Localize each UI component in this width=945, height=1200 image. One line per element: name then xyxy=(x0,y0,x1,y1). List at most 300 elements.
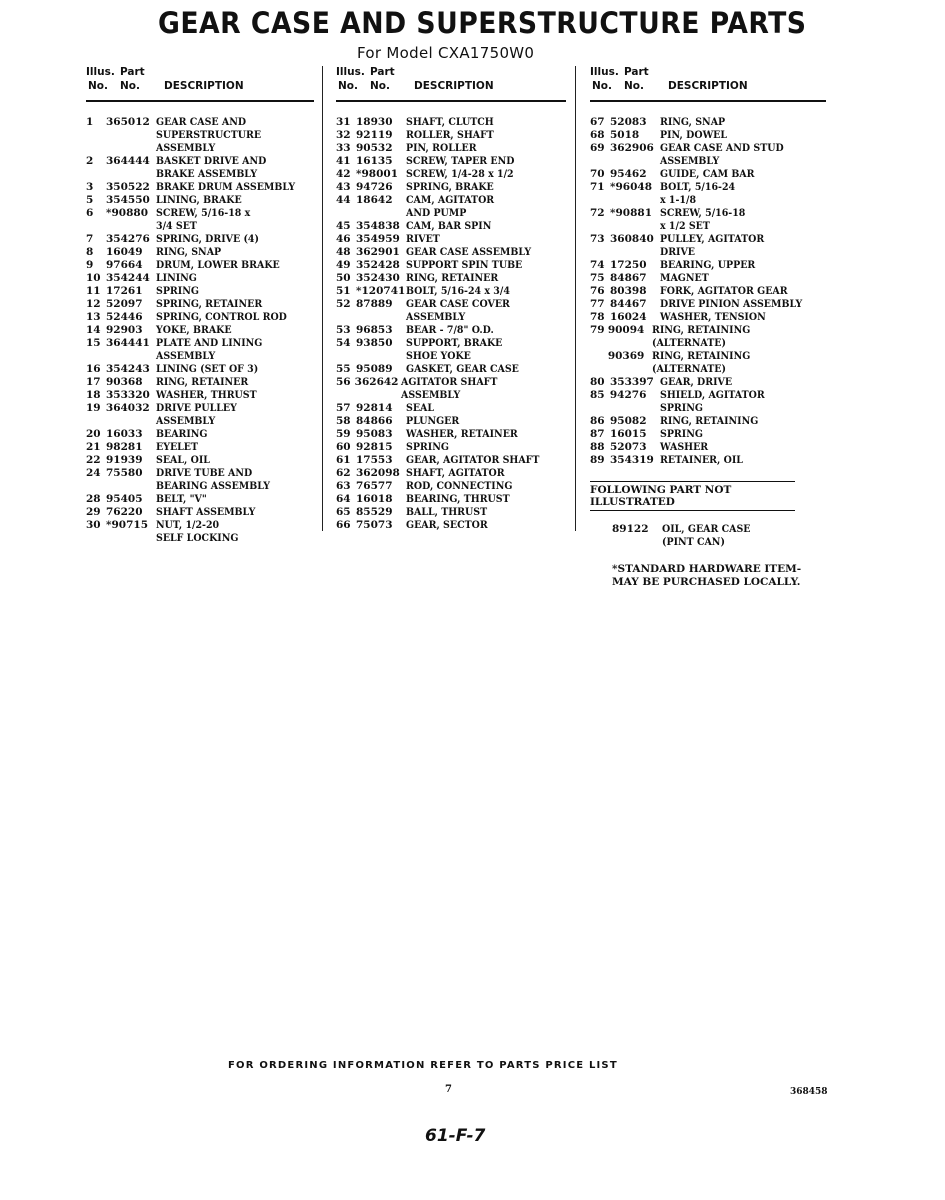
part-number: 98281 xyxy=(106,441,143,453)
part-row xyxy=(86,181,314,194)
part-number: 16018 xyxy=(356,493,393,505)
part-row xyxy=(590,259,826,272)
illus-number: 46 xyxy=(336,233,351,245)
part-row xyxy=(336,233,566,246)
illus-number: 13 xyxy=(86,311,101,323)
part-number: 94726 xyxy=(356,181,393,193)
illus-number: 10 xyxy=(86,272,101,284)
illus-number: 24 xyxy=(86,467,101,479)
illus-number: 5 xyxy=(86,194,94,206)
part-description: BALL, THRUST xyxy=(406,506,488,518)
illus-number: 89 xyxy=(590,454,605,466)
part-no-label: No. xyxy=(120,80,140,92)
ordering-info: FOR ORDERING INFORMATION REFER TO PARTS PRICE LIST xyxy=(228,1060,618,1071)
part-number: 354244 xyxy=(106,272,150,284)
illus-number: 67 xyxy=(590,116,605,128)
hardware-note: *STANDARD HARDWARE ITEM- MAY BE PURCHASED LOCALLY. xyxy=(612,563,802,588)
part-description: CAM, BAR SPIN xyxy=(406,220,492,232)
part-number: 76220 xyxy=(106,506,143,518)
illus-number: 86 xyxy=(590,415,605,427)
illus-number: 17 xyxy=(86,376,101,388)
part-row xyxy=(336,272,566,285)
part-description: RING, RETAINING (ALTERNATE) xyxy=(652,324,751,349)
illus-number: 58 xyxy=(336,415,351,427)
illus-number: 41 xyxy=(336,155,351,167)
part-number: 89122 xyxy=(612,523,649,535)
part-description: SHAFT ASSEMBLY xyxy=(156,506,256,518)
illus-number: 51 xyxy=(336,285,351,297)
part-number: 91939 xyxy=(106,454,143,466)
part-row xyxy=(336,454,566,467)
part-description: RING, SNAP xyxy=(660,116,726,128)
illus-number: 6 xyxy=(86,207,94,219)
part-row xyxy=(336,142,566,155)
part-row xyxy=(336,337,566,363)
part-row xyxy=(336,441,566,454)
part-number: 92119 xyxy=(356,129,393,141)
part-number: 362642 xyxy=(354,376,399,388)
illus-number: 50 xyxy=(336,272,351,284)
illus-number: 43 xyxy=(336,181,351,193)
part-row xyxy=(590,207,826,233)
part-number: 52097 xyxy=(106,298,143,310)
illus-number: 14 xyxy=(86,324,101,336)
column-divider xyxy=(575,66,576,531)
part-row xyxy=(336,155,566,168)
part-number: 364441 xyxy=(106,337,150,349)
part-number: 16015 xyxy=(610,428,647,440)
illus-number: 80 xyxy=(590,376,605,388)
part-description: SPRING xyxy=(156,285,199,297)
page-number: 7 xyxy=(445,1084,452,1095)
part-description: LINING (SET OF 3) xyxy=(156,363,259,375)
illus-number: 71 xyxy=(590,181,605,193)
part-row xyxy=(590,129,826,142)
part-number: 92903 xyxy=(106,324,143,336)
part-description: SCREW, 1/4-28 x 1/2 xyxy=(406,168,514,180)
illus-number: 28 xyxy=(86,493,101,505)
part-row xyxy=(590,233,826,259)
part-row xyxy=(590,350,826,376)
illus-number: 54 xyxy=(336,337,351,349)
part-number: 94276 xyxy=(609,389,647,401)
illus-number: 75 xyxy=(590,272,605,284)
part-number: 76577 xyxy=(356,480,393,492)
parts-list xyxy=(336,116,566,532)
parts-column-2 xyxy=(336,66,566,532)
part-description: SEAL xyxy=(406,402,435,414)
part-description: RING, RETAINING (ALTERNATE) xyxy=(652,350,751,375)
part-number: 90368 xyxy=(106,376,143,388)
illus-number: 3 xyxy=(86,181,94,193)
part-row xyxy=(590,389,826,415)
part-description: GEAR, AGITATOR SHAFT xyxy=(406,454,540,466)
illus-number xyxy=(590,350,608,376)
illus-number: 62 xyxy=(336,467,351,479)
illus-number: 8 xyxy=(86,246,94,258)
illus-no-label: No. xyxy=(592,80,612,92)
illus-number: 56 xyxy=(336,376,351,388)
part-row xyxy=(336,324,566,337)
part-row xyxy=(336,194,566,220)
part-row xyxy=(590,454,826,467)
illus-number: 31 xyxy=(336,116,351,128)
illus-number: 30 xyxy=(86,519,101,531)
part-row xyxy=(86,324,314,337)
part-description: PIN, DOWEL xyxy=(660,129,728,141)
part-row xyxy=(86,467,314,493)
part-label: Part xyxy=(624,66,649,78)
part-row xyxy=(336,519,566,532)
part-row xyxy=(336,376,566,402)
part-number: 352430 xyxy=(356,272,400,284)
part-number: 84467 xyxy=(610,298,647,310)
part-number: 95082 xyxy=(610,415,647,427)
part-number: 87889 xyxy=(356,298,393,310)
illus-no-label: No. xyxy=(338,80,358,92)
part-row xyxy=(86,337,314,363)
part-description: BRAKE DRUM ASSEMBLY xyxy=(156,181,296,193)
illus-number: 88 xyxy=(590,441,605,453)
part-number: 354959 xyxy=(356,233,400,245)
not-illustrated-row xyxy=(590,523,826,549)
column-header xyxy=(86,66,314,102)
part-number: 354838 xyxy=(356,220,400,232)
part-description: DRIVE TUBE AND BEARING ASSEMBLY xyxy=(156,467,271,492)
part-row xyxy=(590,272,826,285)
part-number: 365012 xyxy=(106,116,150,128)
illus-number: 1 xyxy=(86,116,94,128)
part-description: PULLEY, AGITATOR DRIVE xyxy=(660,233,765,258)
part-number: 17553 xyxy=(356,454,393,466)
part-row xyxy=(336,181,566,194)
part-number: 362098 xyxy=(356,467,400,479)
part-description: LINING, BRAKE xyxy=(156,194,242,206)
part-description: RETAINER, OIL xyxy=(660,454,743,466)
part-description: GEAR CASE ASSEMBLY xyxy=(406,246,532,258)
part-description: GASKET, GEAR CASE xyxy=(406,363,519,375)
part-description: SCREW, TAPER END xyxy=(406,155,515,167)
part-row xyxy=(336,285,566,298)
part-description: ROLLER, SHAFT xyxy=(406,129,494,141)
part-description: EYELET xyxy=(156,441,199,453)
part-row xyxy=(336,298,566,324)
part-number: 75073 xyxy=(356,519,393,531)
part-number: 16024 xyxy=(610,311,647,323)
part-number: 353397 xyxy=(610,376,654,388)
part-row xyxy=(336,480,566,493)
part-row xyxy=(590,311,826,324)
illus-number: 18 xyxy=(86,389,101,401)
illus-number: 78 xyxy=(590,311,605,323)
part-number: 16049 xyxy=(106,246,143,258)
part-no-label: No. xyxy=(624,80,644,92)
part-row xyxy=(86,376,314,389)
part-description: SPRING, DRIVE (4) xyxy=(156,233,259,245)
part-number: 5018 xyxy=(610,129,640,141)
illus-number: 65 xyxy=(336,506,351,518)
page-title: GEAR CASE AND SUPERSTRUCTURE PARTS xyxy=(158,6,807,40)
illus-label: Illus. xyxy=(590,66,619,78)
illus-number: 85 xyxy=(590,389,605,401)
illus-number: 15 xyxy=(86,337,101,349)
illus-no-label: No. xyxy=(88,80,108,92)
part-number: 17261 xyxy=(106,285,143,297)
part-label: Part xyxy=(370,66,395,78)
column-header xyxy=(590,66,826,102)
part-no-label: No. xyxy=(370,80,390,92)
part-description: ROD, CONNECTING xyxy=(406,480,513,492)
illus-label: Illus. xyxy=(336,66,365,78)
part-number: 16135 xyxy=(356,155,393,167)
illus-number: 12 xyxy=(86,298,101,310)
illus-number: 53 xyxy=(336,324,351,336)
part-row xyxy=(86,402,314,428)
illus-number: 19 xyxy=(86,402,101,414)
part-row xyxy=(86,285,314,298)
part-row xyxy=(336,116,566,129)
part-number: 93850 xyxy=(356,337,393,349)
part-row xyxy=(336,415,566,428)
part-number: *90715 xyxy=(106,519,149,531)
part-number: 350522 xyxy=(106,181,150,193)
illus-number: 21 xyxy=(86,441,101,453)
part-number: *90880 xyxy=(106,207,149,219)
illus-number: 72 xyxy=(590,207,605,219)
part-description: DRUM, LOWER BRAKE xyxy=(156,259,280,271)
description-label: DESCRIPTION xyxy=(414,80,494,92)
illus-number: 42 xyxy=(336,168,351,180)
part-description: WASHER, TENSION xyxy=(660,311,766,323)
part-description: SHAFT, AGITATOR xyxy=(406,467,505,479)
part-number: 84867 xyxy=(610,272,647,284)
part-number: 95405 xyxy=(106,493,143,505)
part-number: 18930 xyxy=(356,116,393,128)
part-description: YOKE, BRAKE xyxy=(156,324,232,336)
handwritten-note: 61-F-7 xyxy=(425,1126,486,1146)
illus-number: 68 xyxy=(590,129,605,141)
part-number: 92815 xyxy=(356,441,393,453)
part-description: SEAL, OIL xyxy=(156,454,210,466)
part-row xyxy=(86,194,314,207)
illus-number: 74 xyxy=(590,259,605,271)
part-row xyxy=(336,259,566,272)
part-row xyxy=(590,428,826,441)
description-label: DESCRIPTION xyxy=(164,80,244,92)
part-number: *96048 xyxy=(610,181,653,193)
illus-number: 16 xyxy=(86,363,101,375)
illus-label: Illus. xyxy=(86,66,115,78)
part-number: 90532 xyxy=(356,142,393,154)
parts-column-3 xyxy=(590,66,826,589)
part-description: GEAR CASE AND SUPERSTRUCTURE ASSEMBLY xyxy=(156,116,262,154)
part-description: SPRING, CONTROL ROD xyxy=(156,311,287,323)
part-row xyxy=(86,116,314,155)
part-number: 52073 xyxy=(610,441,647,453)
part-number: 90094 xyxy=(607,324,645,336)
part-row xyxy=(336,168,566,181)
part-description: SPRING, BRAKE xyxy=(406,181,494,193)
part-row xyxy=(590,142,826,168)
part-row xyxy=(86,298,314,311)
part-description: SPRING xyxy=(406,441,449,453)
part-description: BEARING xyxy=(156,428,208,440)
illus-number: 49 xyxy=(336,259,351,271)
part-description: PLUNGER xyxy=(406,415,460,427)
illus-number: 64 xyxy=(336,493,351,505)
illus-number: 77 xyxy=(590,298,605,310)
part-number: 18642 xyxy=(356,194,393,206)
part-row xyxy=(336,220,566,233)
part-number: 80398 xyxy=(610,285,647,297)
part-description: FORK, AGITATOR GEAR xyxy=(660,285,788,297)
part-row xyxy=(86,428,314,441)
part-number: 354243 xyxy=(106,363,150,375)
parts-list xyxy=(590,116,826,467)
part-description: RING, RETAINER xyxy=(156,376,249,388)
part-description: BASKET DRIVE AND BRAKE ASSEMBLY xyxy=(156,155,267,180)
part-number: 354550 xyxy=(106,194,150,206)
part-number: *120741 xyxy=(356,285,406,297)
part-row xyxy=(590,324,826,350)
part-number: 52446 xyxy=(106,311,143,323)
illus-number: 60 xyxy=(336,441,351,453)
illus-number: 7 xyxy=(86,233,94,245)
part-row xyxy=(86,233,314,246)
part-row xyxy=(86,363,314,376)
description-label: DESCRIPTION xyxy=(668,80,748,92)
part-row xyxy=(336,129,566,142)
part-number: 52083 xyxy=(610,116,647,128)
part-description: BEARING, THRUST xyxy=(406,493,510,505)
illus-number: 55 xyxy=(336,363,351,375)
part-number: 95083 xyxy=(356,428,393,440)
part-number: 97664 xyxy=(106,259,143,271)
illus-number: 69 xyxy=(590,142,605,154)
part-row xyxy=(86,272,314,285)
part-number: *90881 xyxy=(610,207,653,219)
part-description: RING, RETAINING xyxy=(660,415,759,427)
part-number: 354276 xyxy=(106,233,150,245)
part-description: SUPPORT SPIN TUBE xyxy=(406,259,523,271)
part-description: WASHER, RETAINER xyxy=(406,428,518,440)
part-description: BOLT, 5/16-24 x 3/4 xyxy=(406,285,510,297)
part-description: AGITATOR SHAFT ASSEMBLY xyxy=(401,376,498,401)
part-row xyxy=(86,441,314,454)
document-number: 368458 xyxy=(790,1087,828,1097)
part-number: 92814 xyxy=(356,402,393,414)
part-description: RIVET xyxy=(406,233,440,245)
part-row xyxy=(86,311,314,324)
illus-number: 57 xyxy=(336,402,351,414)
illus-number: 22 xyxy=(86,454,101,466)
part-row xyxy=(86,454,314,467)
part-description: RING, RETAINER xyxy=(406,272,499,284)
part-row xyxy=(336,428,566,441)
part-row xyxy=(336,402,566,415)
illus-number: 52 xyxy=(336,298,351,310)
part-number: 364444 xyxy=(106,155,150,167)
part-description: RING, SNAP xyxy=(156,246,222,258)
illus-number: 29 xyxy=(86,506,101,518)
part-description: SCREW, 5/16-18 x 1/2 SET xyxy=(660,207,746,232)
part-number: 90369 xyxy=(607,350,645,362)
part-description: NUT, 1/2-20 SELF LOCKING xyxy=(156,519,239,544)
not-illustrated-heading: FOLLOWING PART NOT ILLUSTRATED xyxy=(590,481,795,511)
part-number: 16033 xyxy=(106,428,143,440)
illus-number: 48 xyxy=(336,246,351,258)
illus-number: 73 xyxy=(590,233,605,245)
part-number: 84866 xyxy=(356,415,393,427)
part-description: SPRING xyxy=(660,428,703,440)
part-number: 362901 xyxy=(356,246,400,258)
part-row xyxy=(86,246,314,259)
part-row xyxy=(86,155,314,181)
illus-number: 44 xyxy=(336,194,351,206)
part-description: DRIVE PULLEY ASSEMBLY xyxy=(155,402,237,427)
part-label: Part xyxy=(120,66,145,78)
part-number: 85529 xyxy=(356,506,393,518)
illus-number: 87 xyxy=(590,428,605,440)
model-subtitle: For Model CXA1750W0 xyxy=(357,44,535,62)
part-row xyxy=(86,259,314,272)
part-number: 75580 xyxy=(106,467,143,479)
part-description: PLATE AND LINING ASSEMBLY xyxy=(156,337,263,362)
illus-number: 45 xyxy=(336,220,351,232)
part-description: SHIELD, AGITATOR SPRING xyxy=(659,389,765,414)
part-description: GEAR CASE COVER ASSEMBLY xyxy=(406,298,510,323)
part-description: SCREW, 5/16-18 x 3/4 SET xyxy=(156,207,251,232)
part-row xyxy=(590,116,826,129)
part-number: 353320 xyxy=(106,389,150,401)
part-number: 364032 xyxy=(105,402,150,414)
column-header xyxy=(336,66,566,102)
part-description: SHAFT, CLUTCH xyxy=(406,116,494,128)
part-number: 352428 xyxy=(356,259,400,271)
part-description: CAM, AGITATOR AND PUMP xyxy=(406,194,495,219)
part-row xyxy=(336,506,566,519)
part-row xyxy=(590,298,826,311)
illus-number: 11 xyxy=(86,285,101,297)
illus-number: 79 xyxy=(590,324,605,336)
part-description: PIN, ROLLER xyxy=(406,142,477,154)
part-number: 360840 xyxy=(610,233,654,245)
part-number: 354319 xyxy=(610,454,654,466)
part-row xyxy=(336,363,566,376)
part-description: LINING xyxy=(156,272,197,284)
part-row xyxy=(590,181,826,207)
part-number: 17250 xyxy=(610,259,647,271)
illus-number: 61 xyxy=(336,454,351,466)
part-row xyxy=(590,285,826,298)
part-row xyxy=(336,246,566,259)
part-number: 96853 xyxy=(356,324,393,336)
part-description: BELT, "V" xyxy=(156,493,207,505)
illus-number: 59 xyxy=(336,428,351,440)
part-description: MAGNET xyxy=(660,272,709,284)
illus-number: 76 xyxy=(590,285,605,297)
part-description: SPRING, RETAINER xyxy=(156,298,263,310)
part-description: BEARING, UPPER xyxy=(660,259,756,271)
part-row xyxy=(336,493,566,506)
part-description: GEAR, SECTOR xyxy=(406,519,488,531)
illus-number: 2 xyxy=(86,155,94,167)
part-description: WASHER, THRUST xyxy=(156,389,257,401)
part-number: 95089 xyxy=(356,363,393,375)
part-row xyxy=(86,389,314,402)
column-divider xyxy=(322,66,323,531)
part-row xyxy=(86,207,314,233)
